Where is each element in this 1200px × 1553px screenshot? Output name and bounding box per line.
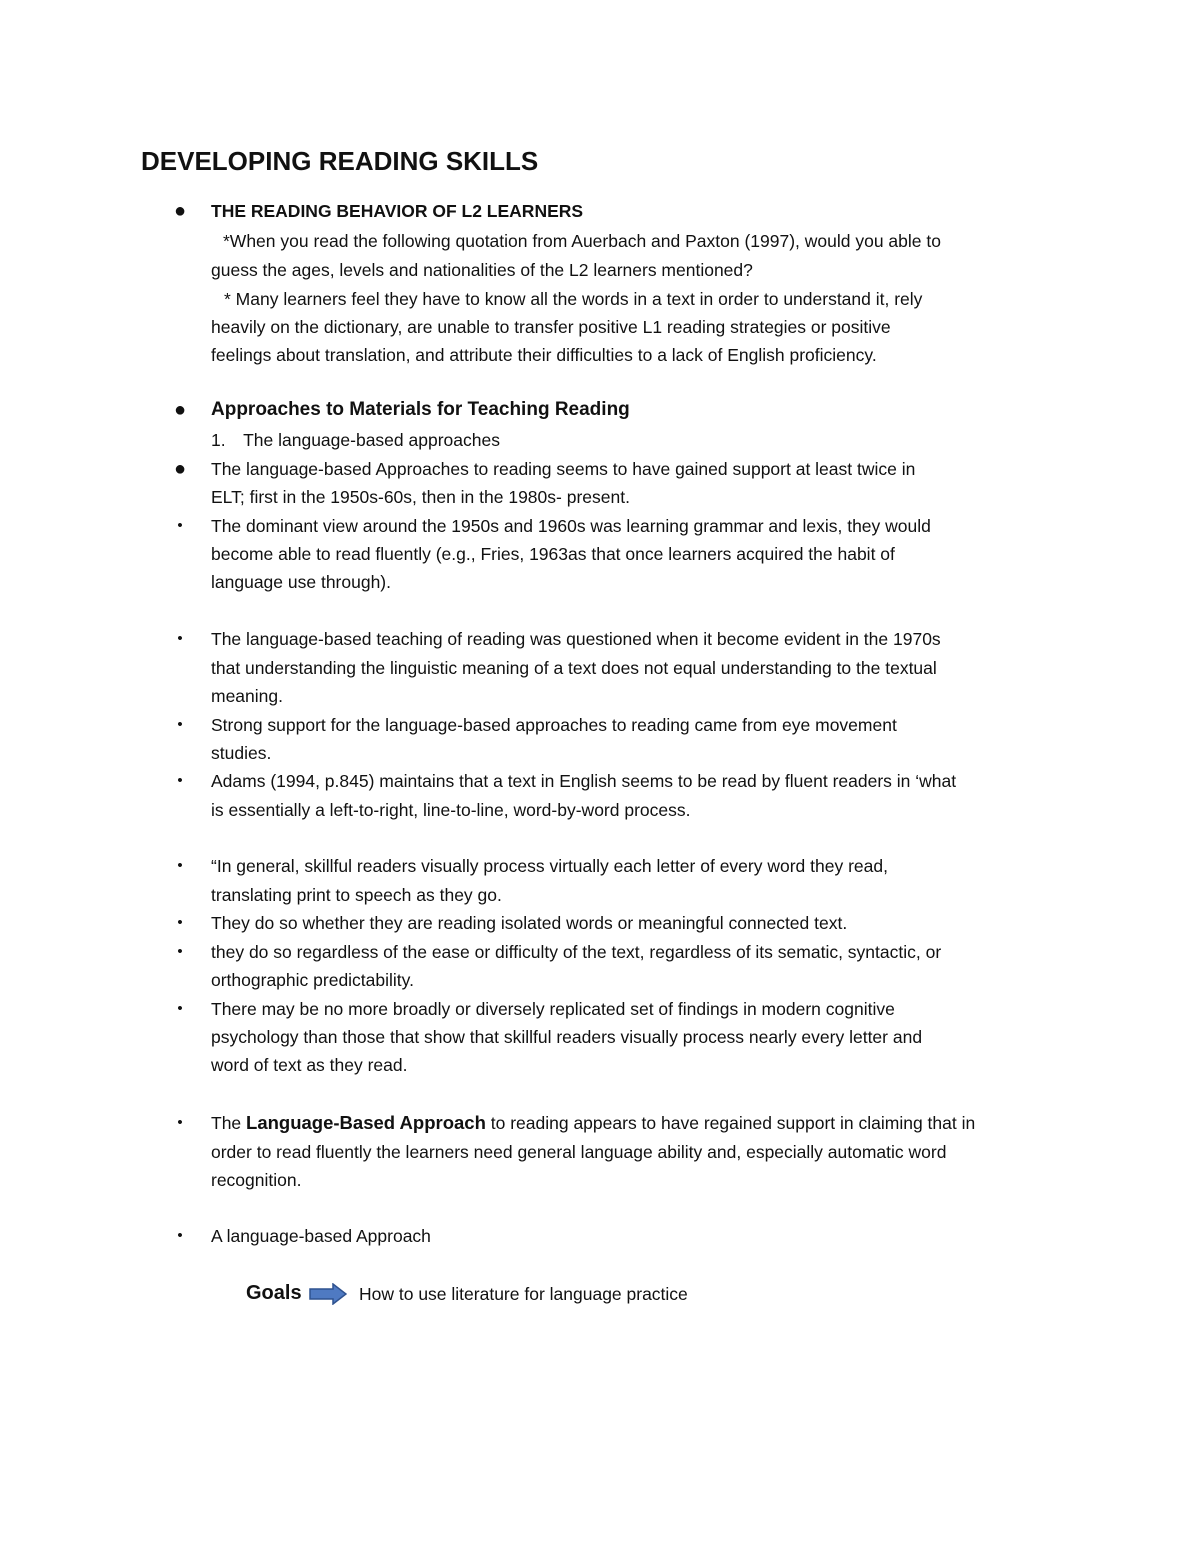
bullet-line: The language-based Approaches to reading seems to have gained support at least twice in (211, 459, 916, 479)
bullet-marker: • (177, 1114, 183, 1131)
right-arrow-icon (309, 1283, 347, 1305)
bullet-line: orthographic predictability. (211, 970, 414, 990)
bullet-text-suffix: to reading appears to have regained support in claiming that in (485, 1113, 976, 1133)
bullet-line: The language-based teaching of reading was questioned when it become evident in the 1970s (211, 629, 941, 649)
quote-line: heavily on the dictionary, are unable to transfer positive L1 reading strategies or positive (211, 317, 891, 337)
bullet-marker: • (177, 630, 183, 647)
bullet-line: They do so whether they are reading isolated words or meaningful connected text. (211, 913, 848, 933)
quote-intro-line: *When you read the following quotation from Auerbach and Paxton (1997), would you able to (223, 231, 941, 251)
bullet-line: There may be no more broadly or diversely replicated set of findings in modern cognitive (211, 999, 895, 1019)
goals-label: Goals (246, 1282, 302, 1304)
language-based-approach-term: Language-Based Approach (246, 1112, 486, 1133)
bullet-marker: • (177, 857, 183, 874)
section-heading-approaches: Approaches to Materials for Teaching Reading (211, 399, 630, 420)
bullet-line: language use through). (211, 572, 391, 592)
bullet-line: ELT; first in the 1950s-60s, then in the 1980s- present. (211, 487, 630, 507)
bullet-line: studies. (211, 743, 272, 763)
bullet-marker: • (177, 943, 183, 960)
bullet-line: The dominant view around the 1950s and 1960s was learning grammar and lexis, they would (211, 516, 931, 536)
bullet-line: Adams (1994, p.845) maintains that a text in English seems to be read by fluent readers in ‘what (211, 771, 957, 791)
quote-line: * Many learners feel they have to know all the words in a text in order to understand it, rely (224, 289, 923, 309)
bullet-line: meaning. (211, 686, 283, 706)
bullet-line: recognition. (211, 1170, 302, 1190)
bullet-marker: ● (173, 399, 187, 421)
bullet-line: that understanding the linguistic meaning of a text does not equal understanding to the textual (211, 658, 937, 678)
bullet-line: word of text as they read. (211, 1055, 408, 1075)
bullet-line: is essentially a left-to-right, line-to-line, word-by-word process. (211, 800, 691, 820)
bullet-line: Strong support for the language-based approaches to reading came from eye movement (211, 715, 897, 735)
bullet-line: order to read fluently the learners need general language ability and, especially automatic word (211, 1142, 947, 1162)
page-title: DEVELOPING READING SKILLS (141, 146, 539, 176)
bullet-marker: • (177, 1227, 183, 1244)
bullet-marker: ● (173, 200, 187, 222)
bullet-text-prefix: The (211, 1113, 247, 1133)
bullet-line: psychology than those that show that skillful readers visually process nearly every letter and (211, 1027, 923, 1047)
bullet-line: “In general, skillful readers visually process virtually each letter of every word they read, (211, 856, 888, 876)
goals-description: How to use literature for language practice (359, 1284, 688, 1304)
bullet-line: A language-based Approach (211, 1226, 431, 1246)
quote-intro-line: guess the ages, levels and nationalities of the L2 learners mentioned? (211, 260, 753, 280)
bullet-line: translating print to speech as they go. (211, 885, 502, 905)
section-heading-reading-behavior: THE READING BEHAVIOR OF L2 LEARNERS (211, 201, 584, 221)
numbered-item: 1. The language-based approaches (211, 430, 500, 450)
bullet-marker: • (177, 716, 183, 733)
bullet-marker: • (177, 772, 183, 789)
bullet-marker: • (177, 1000, 183, 1017)
bullet-marker: • (177, 914, 183, 931)
bullet-marker: • (177, 517, 183, 534)
bullet-line: they do so regardless of the ease or difficulty of the text, regardless of its sematic, syntactic, or (211, 942, 942, 962)
bullet-line (211, 1111, 975, 1135)
bullet-marker: ● (173, 458, 187, 480)
bullet-line: become able to read fluently (e.g., Fries, 1963as that once learners acquired the habit of (211, 544, 895, 564)
quote-line: feelings about translation, and attribute their difficulties to a lack of English proficiency. (211, 345, 877, 365)
